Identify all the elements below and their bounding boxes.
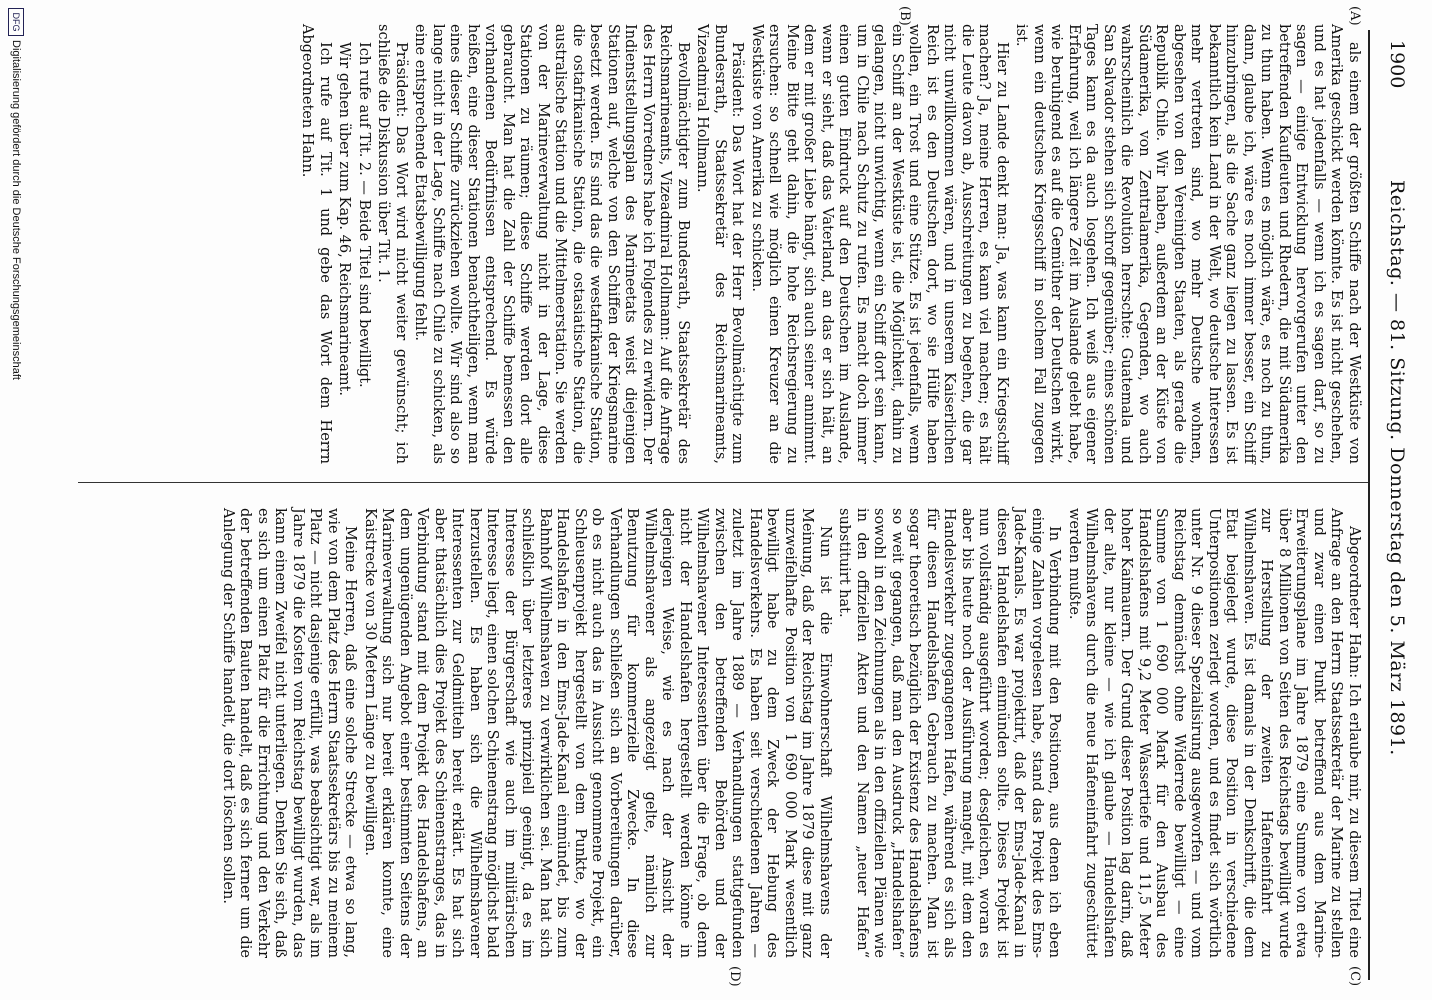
paragraph: Ich rufe auf Tit. 1 und gebe das Wort dem Herrn Abgeordneten Hahn. <box>299 24 333 464</box>
paragraph: Abgeordneter Hahn: Ich erlaube mir, zu diesem Titel eine Anfrage an den Herrn Staatssekretär der Marine zu stellen und zwar einen Punkt betreffend aus dem Marine-Erweiterungsplane im Jahre 1879 eine Summe von etwa über 8 Millionen von Seiten des Reichstags bewilligt wurde zur Herstellung der zweiten Hafeneinfahrt zu Wilhelmshaven. Es ist damals in der Denkschrift, die dem Etat beigelegt wurde, diese Position in verschiedene Unterpositionen zerlegt worden, und es findet sich wörtlich unter Nr. 9 dieser Spezialisirung ausgeworfen — und vom Reichstag demnächst ohne Widerrede bewilligt — eine Summe von 1 690 000 Mark für den Ausbau des Handelshafens mit 9,2 Meter Wassertiefe und 11,5 Meter hoher Kaimauern. Der Grund dieser Position lag darin, daß der alte, nur kleine — wie ich glaube — Handelshafen Wilhelmshavens durch die neue Hafeneinfahrt zugeschüttet werden mußte. <box>1066 508 1362 958</box>
margin-mark-d: (D) <box>727 966 742 987</box>
header-rule <box>1368 30 1370 980</box>
page-number: 1900 <box>1386 40 1408 89</box>
text-column-left <box>296 24 1362 464</box>
paragraph: als einem der größten Schiffe nach der Westküste von Amerika geschickt werden könnte. Es ist nicht geschehen, und es hat jedenfalls — wenn ich es sagen darf, so zu sagen — einige Entwicklung hervorgerufen unter den betreffenden Kaufleuten und Rhedern, die mit Südamerika zu thun haben. Wenn es möglich wäre, es noch zu thun, dann, glaube ich, wäre es noch immer besser, ein Schiff hinzubringen, als die Sache ganz liegen zu lassen. Es ist bekanntlich kein Land in der Welt, wo deutsche Interessen mehr vertreten sind, wo mehr Deutsche wohnen, abgesehen von den Vereinigten Staaten, als gerade die Republik Chile. Wir haben, außerdem an der Küste von Südamerika, von Zentralamerika, Gegenden, wo auch wahrscheinlich die Revolution herrschte: Guatemala und San Salvador stehen sich schroff gegenüber; eines schönen Tages kann es da auch losgehen. Ich weiß aus eigener Erfahrung, weil ich längere Zeit im Auslande gelebt habe, wie beruhigend es auf die Gemüther der Deutschen wirkt, wenn ein deutsches Kriegsschiff in solchem Fall zugegen ist. <box>1013 24 1362 464</box>
paragraph: Nun ist die Einwohnerschaft Wilhelmshavens der Meinung, daß der Reichstag im Jahre 1879 diese mit ganz unzweifelhafte Position von 1 690 000 Mark wesentlich bewilligt habe zu dem Zweck der Hebung des Handelsverkehrs. Es haben seit verschiedenen Jahren — zuletzt im Jahre 1889 — Verhandlungen stattgefunden zwischen den betreffenden Behörden und der Wilhelmshavener Interessenten über die Frage, ob denn nicht der Handelshafen hergestellt werden könne in derjenigen Weise, wie es nach der Ansicht der Wilhelmshavener als angezeigt gelte, nämlich zur Benutzung für kommerzielle Zwecke. In diese Verhandlungen schließen sich an Vorbereitungen darüber, ob es nicht auch das in Aussicht genommene Projekt, ein Schleusenprojekt hergestellt von dem Punkte, wo der Handelshafen in den Ems-Jade-Kanal einmündet, bis zum Bahnhof Wilhelmshaven zu verwirklichen sei. Man hat sich schließlich über letzteres prinzipiell geeinigt, da es im Interesse der Bürgerschaft wie auch im militärischen Interesse liegt, einen solchen Schienenstrang möglichst bald herzustellen. Es haben sich die Wilhelmshavener Interessenten zur Geldmitteln bereit erklärt. Es hat sich aber thatsächlich dies Projekt des Schienenstranges, das in Verbindung stand mit dem Projekt des Handelshafens, an dem ungenügenden Angebot einer bestimmten Seitens der Marineverwaltung sich nur bereit erklären konnte, eine Kaistrecke von 30 Metern Länge zu bewilligen. <box>362 508 833 958</box>
running-header <box>1368 0 1408 1000</box>
paragraph: Meine Herren, daß eine solche Strecke — etwa so lang, wie von dem Platz des Herrn Staatssekretärs bis zu meinem Platz — nicht dasjenige erfüllt, was beabsichtigt war, als im Jahre 1879 die Kosten vom Reichstag bewilligt wurden, das kann einem Zweifel nicht unterliegen. Denken Sie sich, daß es sich um einen Platz für die Errichtung und den Verkehr der betreffenden Bauten handelt, daß es sich ferner um die Anlegung der Schiffe handelt, die dort löschen sollen. <box>220 508 359 958</box>
dfg-logo: DFG <box>8 8 24 36</box>
margin-mark-a: (A) <box>1347 6 1362 26</box>
paragraph: Hier zu Lande denkt man: Ja, was kann ein Kriegsschiff machen? Ja, meine Herren, es kann viel machen; es hält die Leute davon ab, Ausschreitungen zu begehen, die gar nicht unwillkommen wären, und in unserem Kaiserlichen Reich ist es den Deutschen dort, wo sie Hülfe haben wollen, ein Trost und eine Stütze. Es ist jedenfalls, wenn ein Schiff an der Westküste ist, die Möglichkeit, dahin zu gelangen, nicht unwichtig, wenn ein Schiff dort sein kann, um in Chile nach Schutz zu rufen. Es macht doch immer einen guten Eindruck auf den Deutschen im Auslande, wenn er sieht, daß das Vaterland, an das er sich hält, an dem er mit großer Liebe hängt, sich auch seiner annimmt. Meine Bitte geht dahin, die hohe Reichsregierung zu ersuchen: so schnell wie möglich einen Kreuzer an die Westküste von Amerika zu schicken. <box>749 24 1010 464</box>
paragraph: In Verbindung mit den Positionen, aus denen ich eben einige Zahlen vorgelesen habe, stand das Projekt des Ems-Jade-Kanals. Es war projektirt, daß der Ems-Jade-Kanal in diesen Handelshafen einmünden sollte. Dieses Projekt ist nun vollständig ausgeführt worden; desgleichen, woran es aber bis heute noch der Ausführung mangelt, mit dem den Handelsverkehr zugegangenen Hafen, während es sich als für diesen Handelshafen Gebrauch zu machen. Man ist sogar theoretisch bezüglich der Existenz des Handelshafens so weit gegangen, daß man den Ausdruck „Handelshafen“ sowohl in den Zeichnungen als in den offiziellen Plänen wie in den offiziellen Akten und den Namen „neuer Hafen“ substituirt hat. <box>836 508 1063 958</box>
paragraph: Ich rufe auf Tit. 2. — Beide Titel sind bewilligt. <box>356 42 372 388</box>
margin-mark-b: (B) <box>897 6 912 26</box>
paragraph: Bevollmächtigter zum Bundesrath, Staatssekretär des Reichsmarineamts, Vizeadmiral Hollmann: Auf die Anfrage des Herrn Vorredners habe ich Folgendes zu erwidern. Der Indienststellungsplan des Marineetats weist diejenigen Stationen auf, welche von den Schiffen der Kriegsmarine besetzt werden. Es sind das die westafrikanische Station, die ostafrikanische Station, die ostasiatische Station, die australische Station und die Mittelmeerstation. Sie werden von der Marineverwaltung nicht in der Lage, diese Stationen zu räumen; diese Schiffe werden dort alle gebraucht. Man hat die Zahl der Schiffe bemessen den vorhandenen Bedürfnissen entsprechend. Es würde heißen, eine dieser Stationen benachtheiligen, wenn man eines dieser Schiffe zurückziehen wollte. Wir sind also so lange nicht in der Lage, Schiffe nach Chile zu schicken, als eine entsprechende Etatsbewilligung fehlt. <box>412 24 691 464</box>
text-column-right <box>217 508 1363 958</box>
paragraph: Präsident: Das Wort hat der Herr Bevollmächtigte zum Bundesrath, Staatssekretär des Reichsmarineamts, Vizeadmiral Hollmann. <box>694 24 746 464</box>
margin-mark-c: (C) <box>1347 966 1362 987</box>
column-divider <box>78 482 1368 483</box>
digitization-footer <box>0 0 28 1000</box>
paragraph: Präsident: Das Wort wird nicht weiter gewünscht; ich schließe die Diskussion über Tit. 1. <box>375 24 409 464</box>
header-title: Reichstag. — 81. Sitzung. Donnerstag den 5. März 1891. <box>1386 180 1408 756</box>
paragraph: Wir gehen über zum Kap. 46, Reichsmarineamt. <box>336 42 353 397</box>
footer-text: Digitalisierung gefördert durch die Deutsche Forschungsgemeinschaft <box>10 40 22 380</box>
